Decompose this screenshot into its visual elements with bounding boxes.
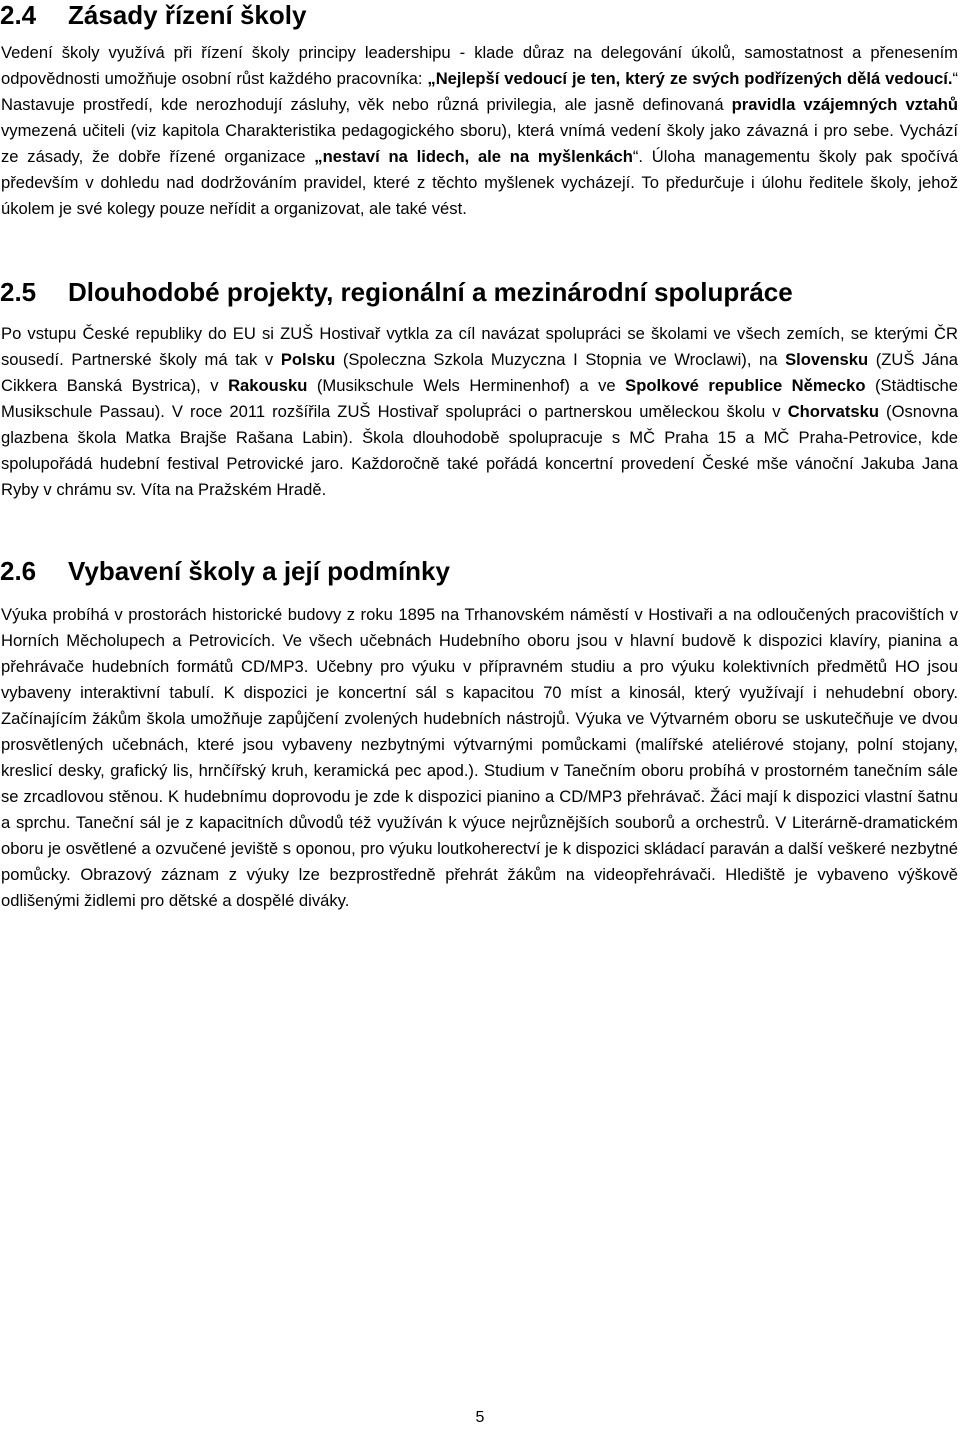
- section-title: Dlouhodobé projekty, regionální a mezinárodní spolupráce: [68, 277, 793, 307]
- bold-text-run: „Nejlepší vedoucí je ten, který ze svých podřízených dělá vedoucí.: [427, 69, 953, 88]
- text-run: “ Nastavuje prostředí, kde nerozhodují zásluhy, věk nebo různá privilegia, ale jasně definovaná: [1, 69, 958, 114]
- text-run: Výuka probíhá v prostorách historické budovy z roku 1895 na Trhanovském náměstí v Hostivaři a na odloučených pracovištích v Horních Měcholupech a Petrovicích. Ve všech učebnách Hudebního oboru jsou v hlavní budově k dispozici klavíry, pianina a přehrávače hudebních formátů CD/MP3. Učebny pro výuku v přípravném studiu a pro výuku kolektivních předmětů HO jsou vybaveny interaktivní tabulí. K dispozici je koncertní sál s kapacitou 70 míst a kinosál, který využívají i nehudební obory. Začínajícím žákům škola umožňuje zapůjčení zvolených hudebních nástrojů. Výuka ve Výtvarném oboru se uskutečňuje ve dvou prosvětlených učebnách, které jsou vybaveny nezbytnými výtvarnými pomůckami (malířské ateliérové stojany, polní stojany, kreslicí desky, grafický lis, hrnčířský kruh, keramická pec apod.). Studium v Tanečním oboru probíhá v prostorném tanečním sále se zrcadlovou stěnou. K hudebnímu doprovodu je zde k dispozici pianino a CD/MP3 přehrávač. Žáci mají k dispozici vlastní šatnu a sprchu. Taneční sál je z kapacitních důvodů též využíván k výuce nejrůznějších souborů a orchestrů. V Literárně-dramatickém oboru je osvětlené a ozvučené jeviště s oponou, pro výuku loutkoherectví je k dispozici skládací paraván a další veškeré nezbytné pomůcky. Obrazový záznam z výuky lze bezprostředně přehrát žákům na videopřehrávači. Hlediště je vybaveno výškově odlišenými židlemi pro dětské a dospělé diváky.: [1, 605, 958, 910]
- section-number: 2.4: [0, 0, 37, 30]
- section-paragraph: [1, 40, 958, 222]
- section-heading-2-6: [0, 556, 450, 586]
- text-run: vymezená učiteli (viz kapitola Charakteristika pedagogického sboru), která vnímá vedení školy jako závazná i pro sebe. Vychází ze zásady, že dobře řízené organizace: [1, 121, 958, 166]
- text-run: Vedení školy využívá při řízení školy principy leadershipu - klade důraz na delegování úkolů, samostatnost a přenesením odpovědnosti umožňuje osobní růst každého pracovníka:: [1, 43, 958, 88]
- text-run: “. Úloha managementu školy pak spočívá především v dohledu nad dodržováním pravidel, které z těchto myšlenek vycházejí. To předurčuje i úlohu ředitele školy, jehož úkolem je své kolegy pouze neřídit a organizovat, ale také vést.: [1, 147, 958, 218]
- bold-text-run: „nestaví na lidech, ale na myšlenkách: [314, 147, 633, 166]
- text-run: (ZUŠ Jána Cikkera Banská Bystrica), v: [1, 350, 958, 395]
- section-heading-2-5: [0, 277, 793, 307]
- section-number: 2.6: [0, 556, 37, 586]
- bold-text-run: Polsku: [280, 350, 336, 369]
- section-number: 2.5: [0, 277, 37, 307]
- text-run: Po vstupu České republiky do EU si ZUŠ Hostivař vytkla za cíl navázat spolupráci se školami ve všech zemích, se kterými ČR sousedí. Partnerské školy má tak v: [1, 324, 958, 369]
- bold-text-run: Slovensku: [785, 350, 869, 369]
- section-heading-2-4: [0, 0, 306, 30]
- section-paragraph: [1, 602, 958, 914]
- page-number: 5: [475, 1409, 485, 1426]
- section-title: Zásady řízení školy: [68, 0, 307, 30]
- section-paragraph: [1, 321, 958, 503]
- section-title: Vybavení školy a její podmínky: [68, 556, 450, 586]
- text-run: (Spoleczna Szkola Muzyczna I Stopnia ve Wroclawi), na: [335, 350, 786, 369]
- text-run: (Musikschule Wels Herminenhof) a ve: [307, 376, 626, 395]
- text-run: (Städtische Musikschule Passau). V roce 2011 rozšířila ZUŠ Hostivař spolupráci o partnerskou uměleckou školu v: [1, 376, 959, 421]
- bold-text-run: Rakousku: [228, 376, 308, 395]
- text-run: (Osnovna glazbena škola Matka Brajše Rašana Labin). Škola dlouhodobě spolupracuje s MČ Praha 15 a MČ Praha-Petrovice, kde spolupořádá hudební festival Petrovické jaro. Každoročně také pořádá koncertní provedení České mše vánoční Jakuba Jana Ryby v chrámu sv. Víta na Pražském Hradě.: [1, 402, 958, 499]
- bold-text-run: Spolkové republice Německo: [625, 376, 866, 395]
- bold-text-run: Chorvatsku: [787, 402, 879, 421]
- bold-text-run: pravidla vzájemných vztahů: [731, 95, 958, 114]
